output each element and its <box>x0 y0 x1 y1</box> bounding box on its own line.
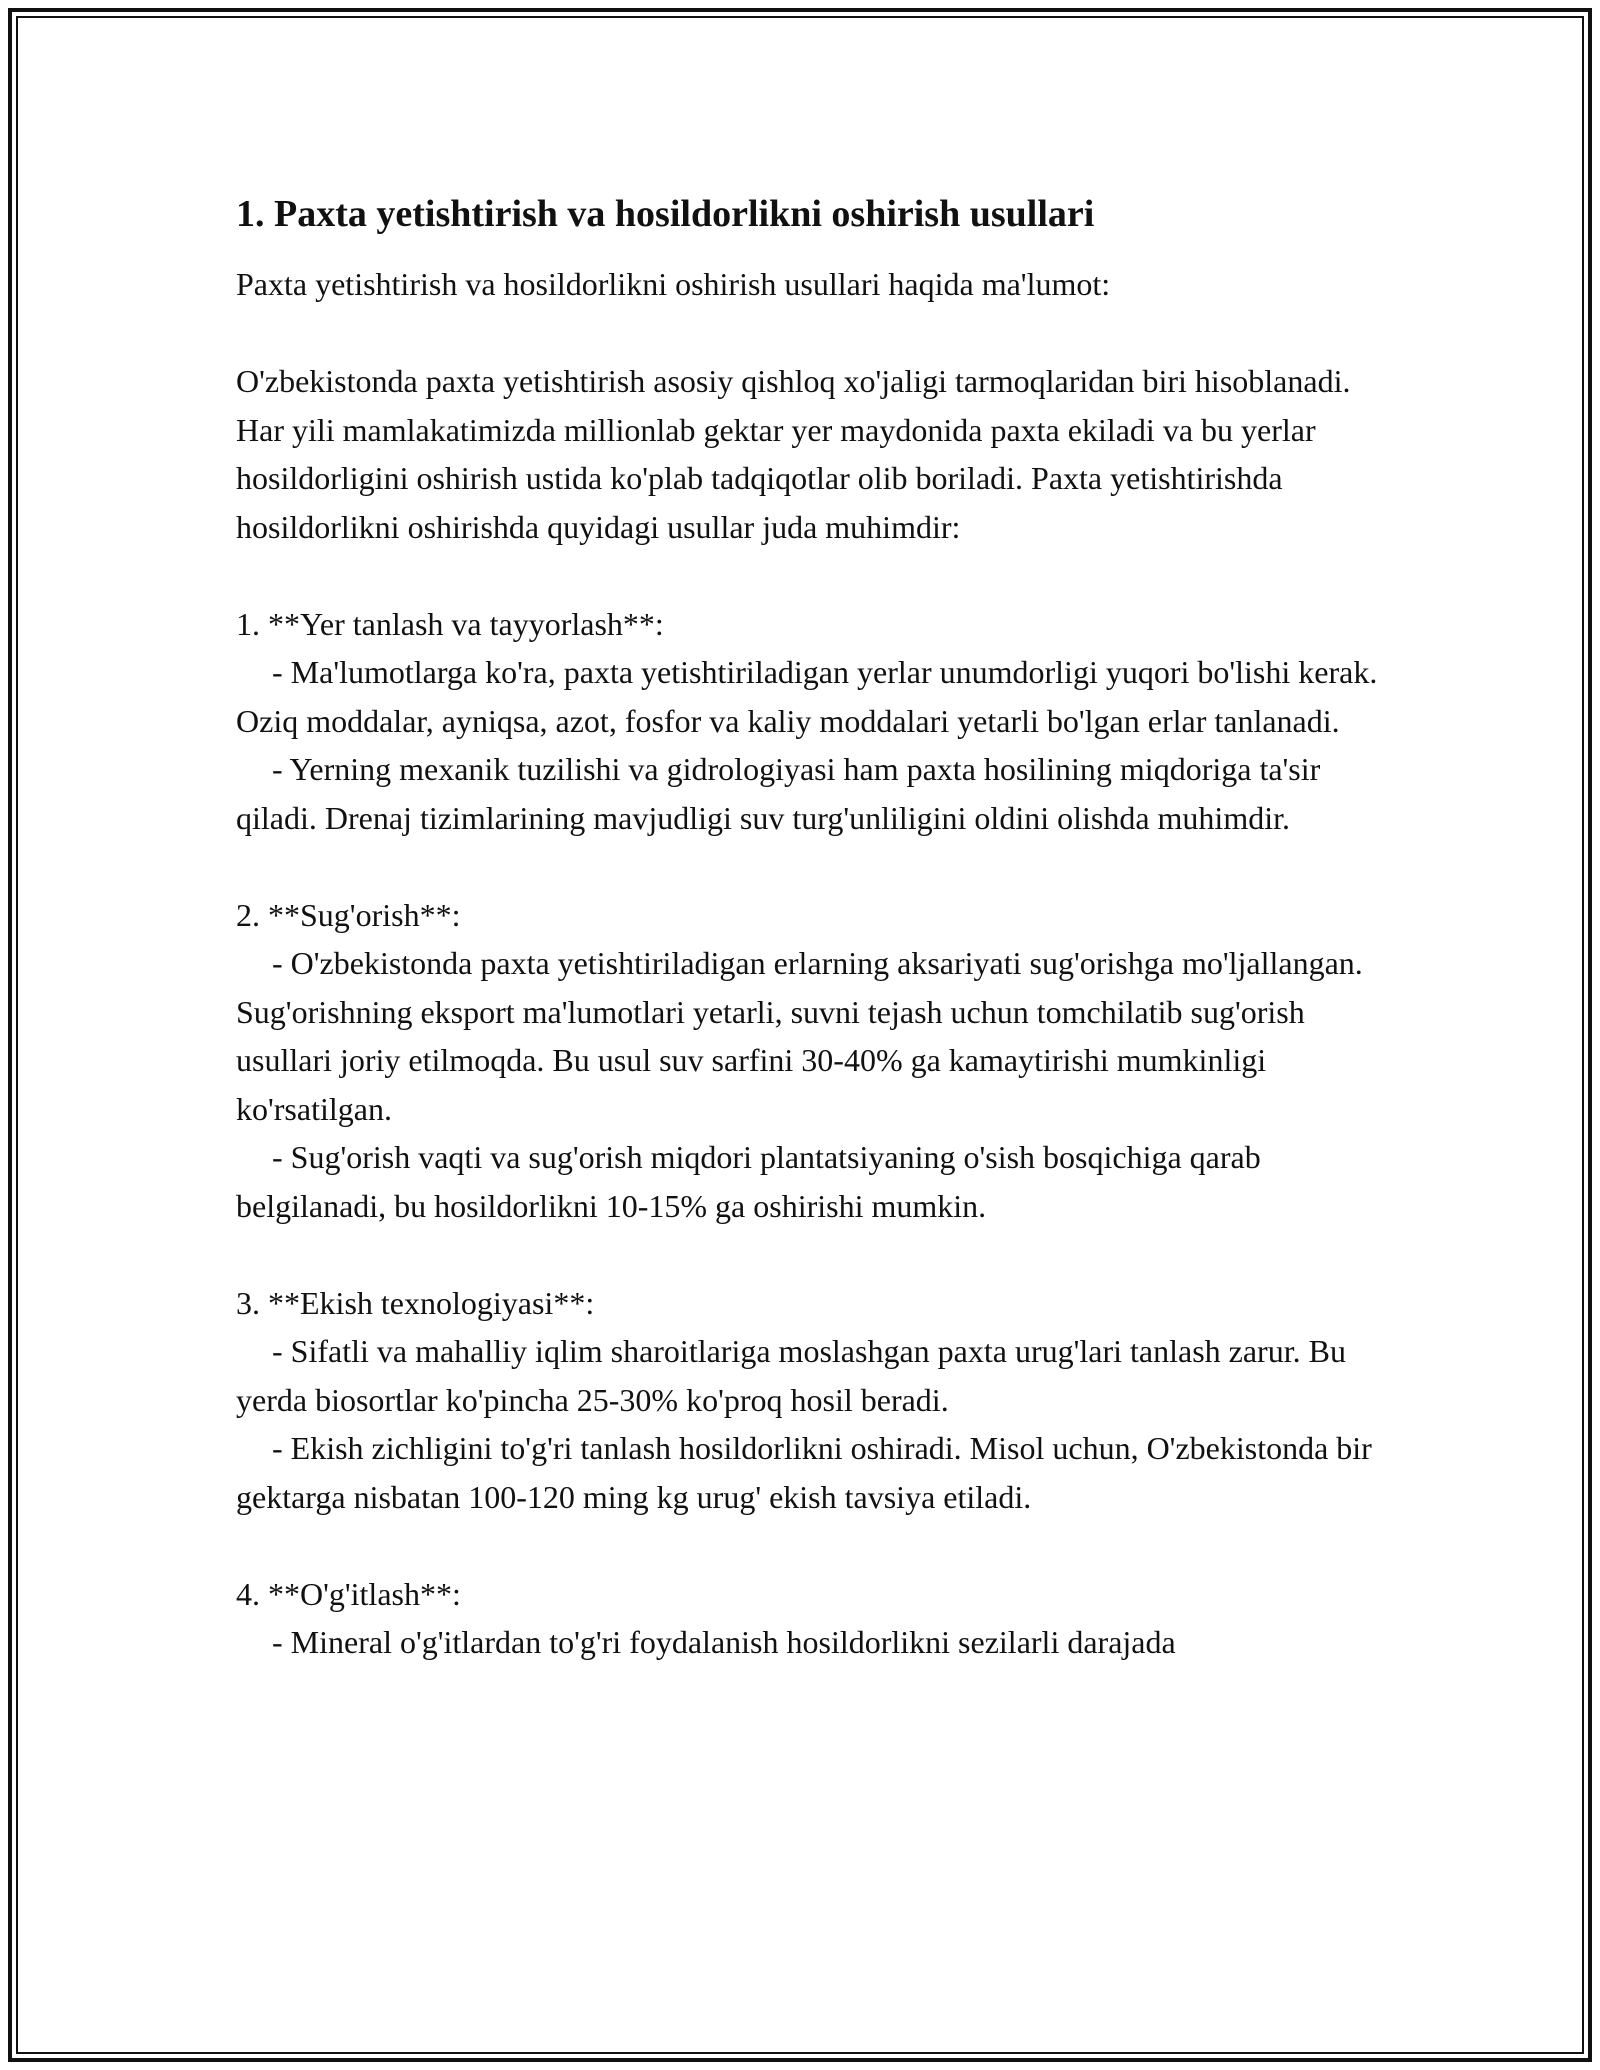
spacer <box>236 1230 1386 1279</box>
bullet-item: - Ekish zichligini to'g'ri tanlash hosildorlikni oshiradi. Misol uchun, O'zbekistonda bir gektarga nisbatan 100-120 ming kg urug' ekish tavsiya etiladi. <box>236 1430 1372 1515</box>
bullet-item: - Sifatli va mahalliy iqlim sharoitlariga moslashgan paxta urug'lari tanlash zarur. Bu yerda biosortlar ko'pincha 25-30% ko'proq hosil beradi. <box>236 1333 1346 1418</box>
bullet-item: - Yerning mexanik tuzilishi va gidrologiyasi ham paxta hosilining miqdoriga ta'sir qiladi. Drenaj tizimlarining mavjudligi suv turg'unliligini oldini olishda muhimdir. <box>236 751 1321 836</box>
spacer <box>236 842 1386 891</box>
section-heading: 4. **O'g'itlash**: <box>236 1575 461 1612</box>
spacer <box>236 1521 1386 1570</box>
section-heading: 1. **Yer tanlash va tayyorlash**: <box>236 605 664 642</box>
intro-line: Paxta yetishtirish va hosildorlikni oshirish usullari haqida ma'lumot: <box>236 266 1111 302</box>
bullet-item: - Mineral o'g'itlardan to'g'ri foydalanish hosildorlikni sezilarli darajada <box>272 1624 1176 1660</box>
spacer <box>236 551 1386 600</box>
spacer <box>236 309 1386 358</box>
section-irrigation <box>236 891 1386 1231</box>
document-body <box>236 188 1386 1667</box>
section-heading: 3. **Ekish texnologiyasi**: <box>236 1284 595 1321</box>
bullet-item: - Ma'lumotlarga ko'ra, paxta yetishtiriladigan yerlar unumdorligi yuqori bo'lishi kerak. Oziq moddalar, ayniqsa, azot, fosfor va kaliy moddalari yetarli bo'lgan erlar tanlanadi. <box>236 654 1378 739</box>
section-land-preparation <box>236 600 1386 843</box>
document-title: 1. Paxta yetishtirish va hosildorlikni oshirish usullari <box>236 193 1095 235</box>
bullet-item: - O'zbekistonda paxta yetishtiriladigan erlarning aksariyati sug'orishga mo'ljallangan. Sug'orishning eksport ma'lumotlari yetarli, suvni tejash uchun tomchilatib sug'orish usullari joriy etilmoqda. Bu usul suv sarfini 30-40% ga kamaytirishi mumkinligi ko'rsatilgan. <box>236 945 1363 1127</box>
section-heading: 2. **Sug'orish**: <box>236 896 461 933</box>
bullet-item: - Sug'orish vaqti va sug'orish miqdori plantatsiyaning o'sish bosqichiga qarab belgilanadi, bu hosildorlikni 10-15% ga oshirishi mumkin. <box>236 1139 1261 1224</box>
section-fertilization <box>236 1570 1386 1667</box>
overview-paragraph: O'zbekistonda paxta yetishtirish asosiy qishloq xo'jaligi tarmoqlaridan biri hisoblanadi. Har yili mamlakatimizda millionlab gektar yer maydonida paxta ekiladi va bu yerlar hosildorligini oshirish ustida ko'plab tadqiqotlar olib boriladi. Paxta yetishtirishda hosildorlikni oshirishda quyidagi usullar juda muhimdir: <box>236 363 1351 545</box>
section-sowing-technology <box>236 1279 1386 1522</box>
